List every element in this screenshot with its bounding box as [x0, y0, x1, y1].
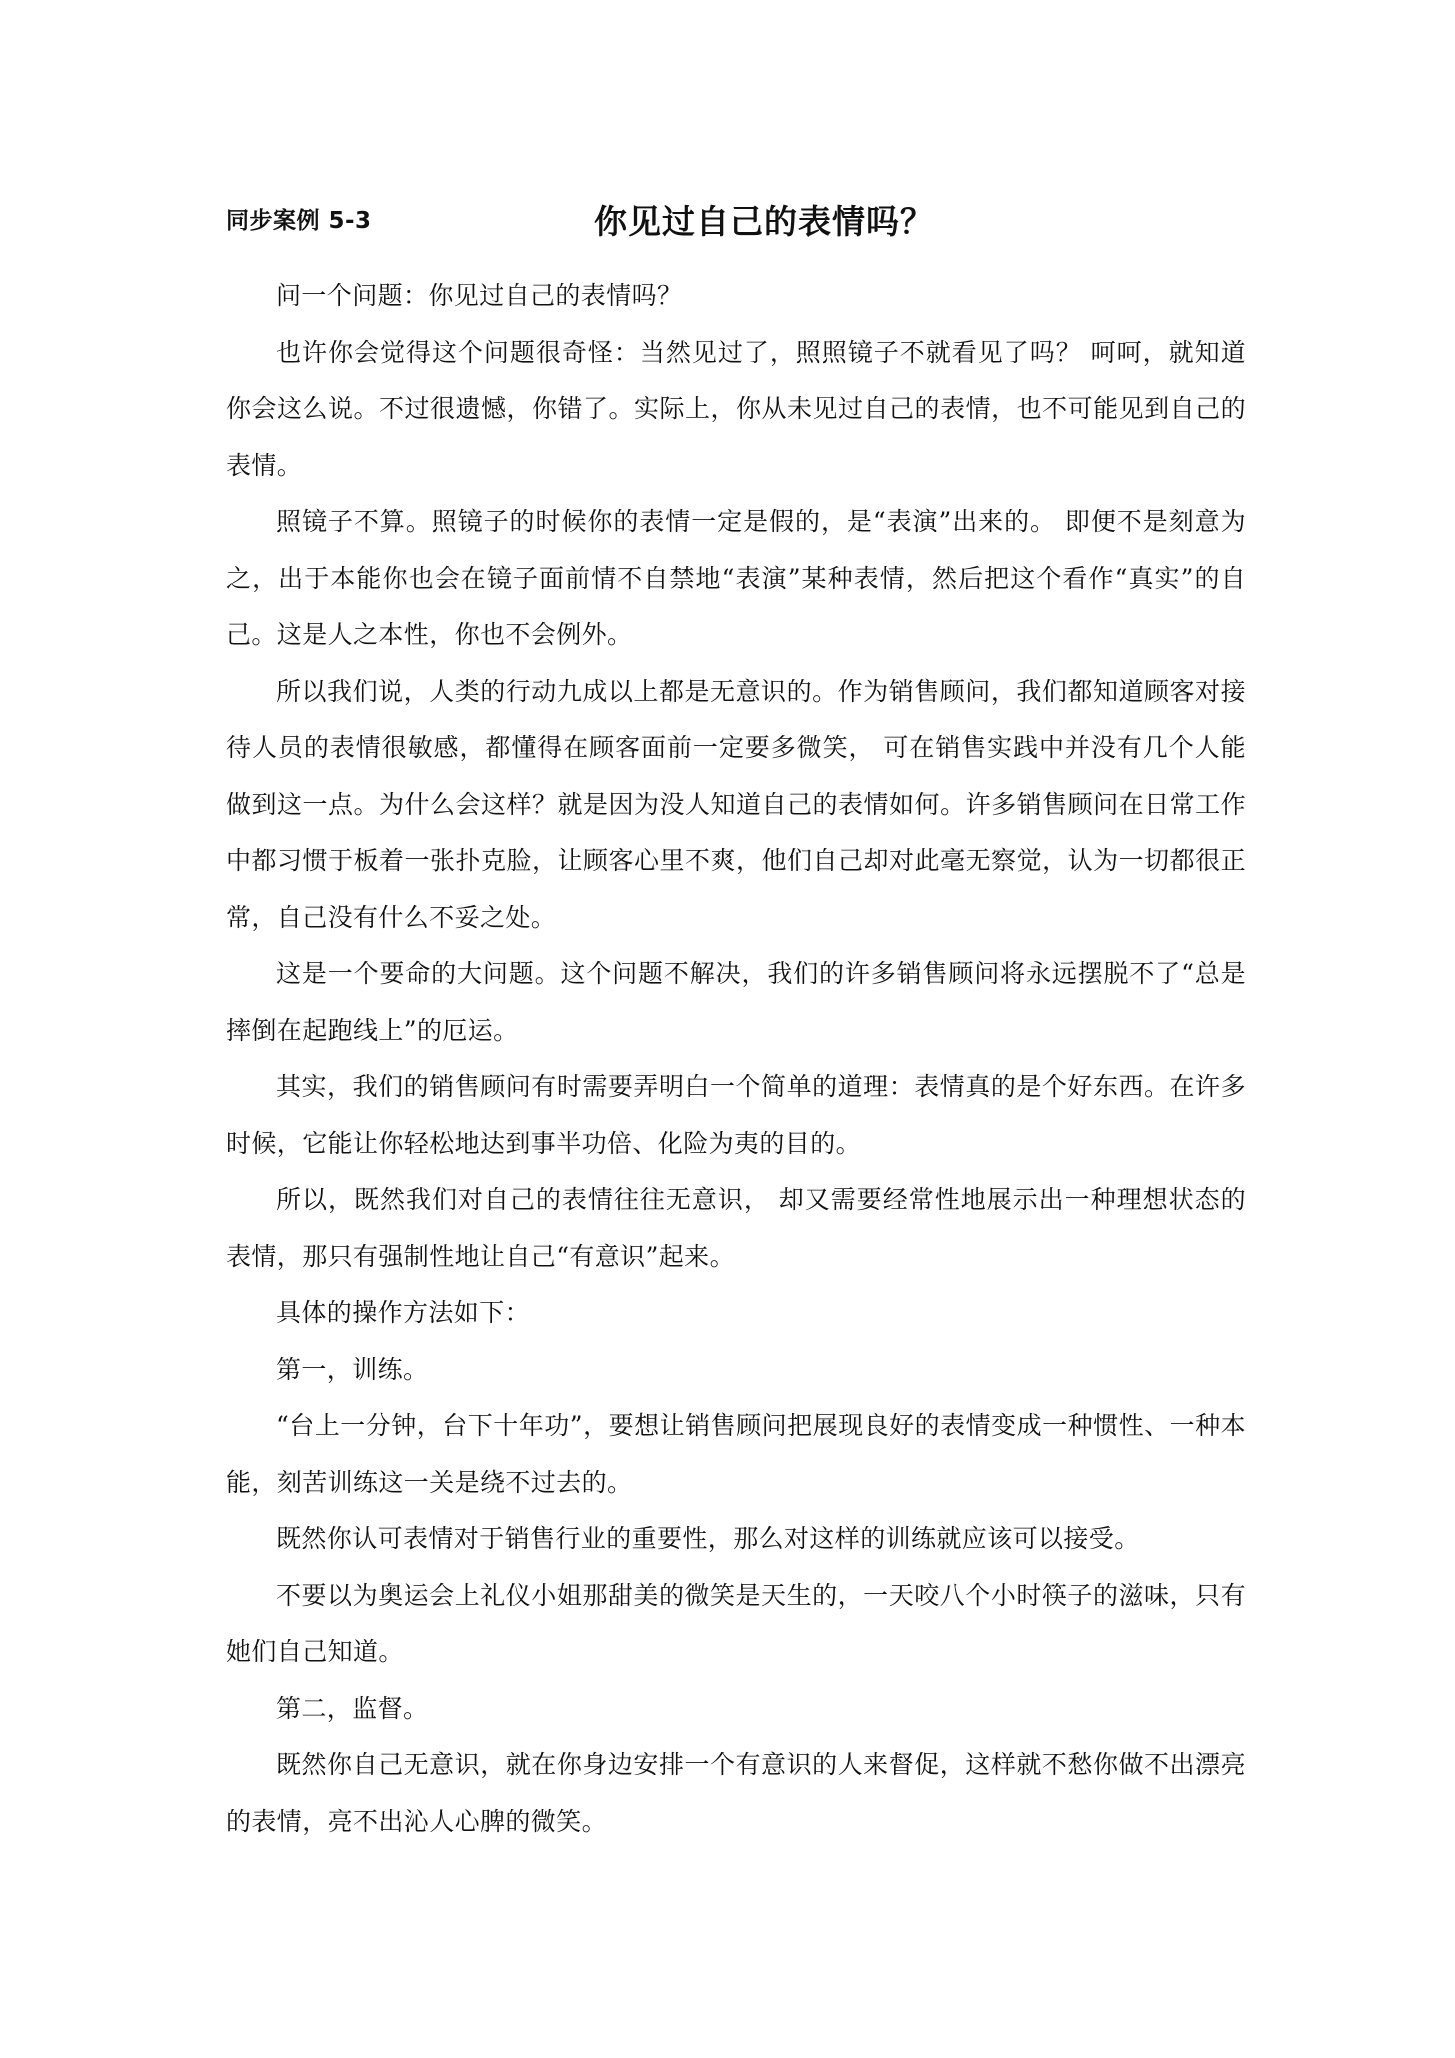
document-body: [226, 268, 1246, 1850]
paragraph: 这是一个要命的大问题。这个问题不解决，我们的许多销售顾问将永远摆脱不了“总是摔倒在起跑线上”的厄运。: [226, 959, 1246, 1045]
paragraph: “台上一分钟，台下十年功”，要想让销售顾问把展现良好的表情变成一种惯性、一种本能，刻苦训练这一关是绕不过去的。: [226, 1411, 1246, 1497]
paragraph: 既然你认可表情对于销售行业的重要性，那么对这样的训练就应该可以接受。: [276, 1524, 1140, 1553]
paragraph: 第一，训练。: [276, 1354, 429, 1384]
paragraph: 所以我们说，人类的行动九成以上都是无意识的。作为销售顾问，我们都知道顾客对接待人员的表情很敏感，都懂得在顾客面前一定要多微笑， 可在销售实践中并没有几个人能做到这一点。为什么会这样？就是因为没人知道自己的表情如何。许多销售顾问在日常工作中都习惯于板着一张扑克脸，让顾客心里不爽，他们自己却对此毫无察觉，认为一切都很正常，自己没有什么不妥之处。: [226, 676, 1246, 932]
document-title: 你见过自己的表情吗？: [594, 202, 934, 241]
paragraph: 具体的操作方法如下：: [276, 1298, 531, 1327]
paragraph: 照镜子不算。照镜子的时候你的表情一定是假的，是“表演”出来的。 即便不是刻意为之，出于本能你也会在镜子面前情不自禁地“表演”某种表情，然后把这个看作“真实”的自己。这是人之本性，你也不会例外。: [226, 507, 1246, 649]
paragraph: 也许你会觉得这个问题很奇怪：当然见过了，照照镜子不就看见了吗？ 呵呵，就知道你会这么说。不过很遗憾，你错了。实际上，你从未见过自己的表情，也不可能见到自己的表情。: [226, 337, 1246, 480]
paragraph: 第二，监督。: [276, 1693, 429, 1723]
paragraph: 不要以为奥运会上礼仪小姐那甜美的微笑是天生的，一天咬八个小时筷子的滋味，只有她们自己知道。: [226, 1580, 1246, 1666]
paragraph: 问一个问题：你见过自己的表情吗？: [276, 281, 683, 310]
paragraph: 其实，我们的销售顾问有时需要弄明白一个简单的道理：表情真的是个好东西。在许多时候，它能让你轻松地达到事半功倍、化险为夷的目的。: [226, 1072, 1246, 1158]
paragraph: 所以，既然我们对自己的表情往往无意识， 却又需要经常性地展示出一种理想状态的表情，那只有强制性地让自己“有意识”起来。: [226, 1185, 1246, 1271]
case-label: 同步案例 5-3: [226, 208, 372, 234]
document-header: [226, 196, 1246, 244]
paragraph: 既然你自己无意识，就在你身边安排一个有意识的人来督促，这样就不愁你做不出漂亮的表情，亮不出沁人心脾的微笑。: [226, 1750, 1246, 1836]
